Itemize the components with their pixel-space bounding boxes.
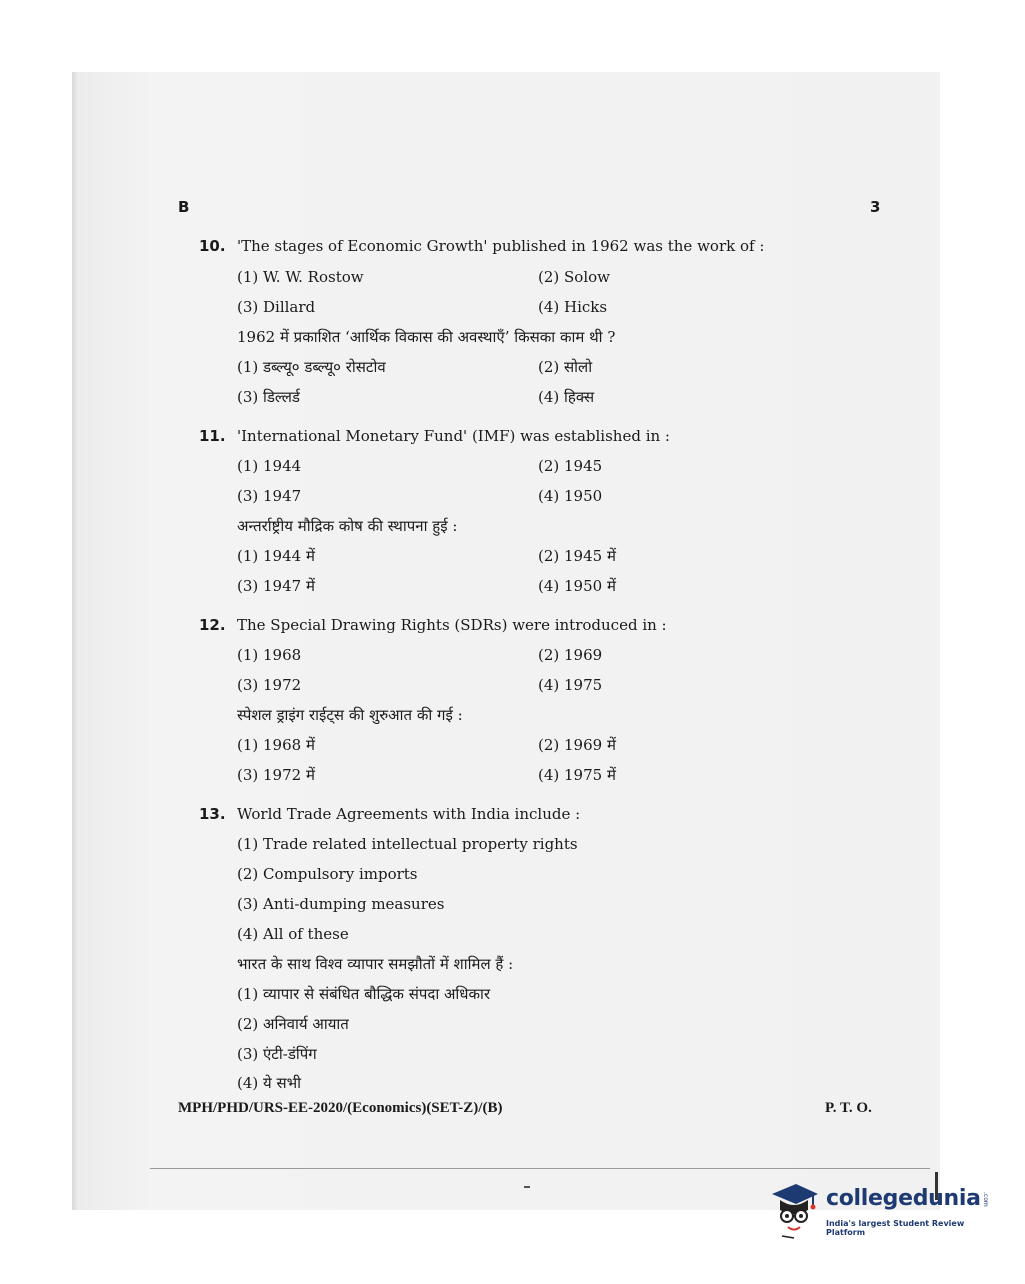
question-13-option-2: (2) Compulsory imports xyxy=(237,865,418,883)
question-10-option-3: (3) Dillard xyxy=(237,298,316,316)
question-12-hindi-option-2: (2) 1969 में xyxy=(538,736,616,754)
question-10-option-1: (1) W. W. Rostow xyxy=(237,268,364,286)
scan-speck xyxy=(524,1186,530,1188)
brand-tagline: India's largest Student Review Platform xyxy=(826,1219,965,1237)
question-10-number: 10. xyxy=(199,237,226,255)
brand-name: collegedunia xyxy=(826,1186,981,1211)
question-10-hindi: 1962 में प्रकाशित ‘आर्थिक विकास की अवस्थाएँ’ किसका काम थी ? xyxy=(237,328,616,346)
question-10-hindi-option-3: (3) डिल्लर्ड xyxy=(237,388,300,406)
question-10-hindi-option-4: (4) हिक्स xyxy=(538,388,595,406)
question-11-hindi-option-1: (1) 1944 में xyxy=(237,547,315,565)
exam-code: MPH/PHD/URS-EE-2020/(Economics)(SET-Z)/(B) xyxy=(178,1100,503,1116)
question-11-option-3: (3) 1947 xyxy=(237,487,302,505)
question-10-hindi-option-1: (1) डब्ल्यू० डब्ल्यू० रोसटोव xyxy=(237,358,386,376)
question-11-option-2: (2) 1945 xyxy=(538,457,603,475)
question-12-hindi-option-1: (1) 1968 में xyxy=(237,736,315,754)
question-12-english: The Special Drawing Rights (SDRs) were introduced in : xyxy=(237,616,667,634)
question-13-hindi-option-4: (4) ये सभी xyxy=(237,1074,302,1092)
question-12-option-2: (2) 1969 xyxy=(538,646,603,664)
question-13-option-3: (3) Anti-dumping measures xyxy=(237,895,445,913)
question-12-hindi-option-4: (4) 1975 में xyxy=(538,766,616,784)
collegedunia-watermark xyxy=(768,1178,998,1250)
question-10-hindi-option-2: (2) सोलो xyxy=(538,358,593,376)
question-10-option-2: (2) Solow xyxy=(538,268,610,286)
question-11-hindi: अन्तर्राष्ट्रीय मौद्रिक कोष की स्थापना हुई : xyxy=(237,517,458,535)
question-12-option-3: (3) 1972 xyxy=(237,676,302,694)
question-12-hindi-option-3: (3) 1972 में xyxy=(237,766,315,784)
question-13-hindi-option-1: (1) व्यापार से संबंधित बौद्धिक संपदा अधिकार xyxy=(237,985,491,1003)
question-11-number: 11. xyxy=(199,427,226,445)
page-number: 3 xyxy=(870,198,881,216)
question-13-number: 13. xyxy=(199,805,226,823)
brand-suffix: .com xyxy=(982,1192,989,1207)
question-11-hindi-option-4: (4) 1950 में xyxy=(538,577,616,595)
question-10-english: 'The stages of Economic Growth' published in 1962 was the work of : xyxy=(237,237,765,255)
please-turn-over: P. T. O. xyxy=(825,1100,872,1116)
bottom-rule xyxy=(150,1168,930,1169)
question-13-hindi: भारत के साथ विश्व व्यापार समझौतों में शामिल हैं : xyxy=(237,955,514,973)
question-13-hindi-option-3: (3) एंटी-डंपिंग xyxy=(237,1045,317,1063)
question-13-english: World Trade Agreements with India include : xyxy=(237,805,581,823)
graduate-mascot-icon xyxy=(768,1180,820,1240)
question-11-option-4: (4) 1950 xyxy=(538,487,603,505)
question-12-option-4: (4) 1975 xyxy=(538,676,603,694)
question-13-option-4: (4) All of these xyxy=(237,925,349,943)
question-11-hindi-option-3: (3) 1947 में xyxy=(237,577,315,595)
question-12-option-1: (1) 1968 xyxy=(237,646,302,664)
question-11-hindi-option-2: (2) 1945 में xyxy=(538,547,616,565)
question-11-english: 'International Monetary Fund' (IMF) was established in : xyxy=(237,427,670,445)
question-10-option-4: (4) Hicks xyxy=(538,298,608,316)
question-12-number: 12. xyxy=(199,616,226,634)
question-11-option-1: (1) 1944 xyxy=(237,457,302,475)
question-13-hindi-option-2: (2) अनिवार्य आयात xyxy=(237,1015,349,1033)
question-12-hindi: स्पेशल ड्राइंग राईट्स की शुरुआत की गई : xyxy=(237,706,463,724)
question-13-option-1: (1) Trade related intellectual property rights xyxy=(237,835,578,853)
set-letter: B xyxy=(178,198,190,216)
